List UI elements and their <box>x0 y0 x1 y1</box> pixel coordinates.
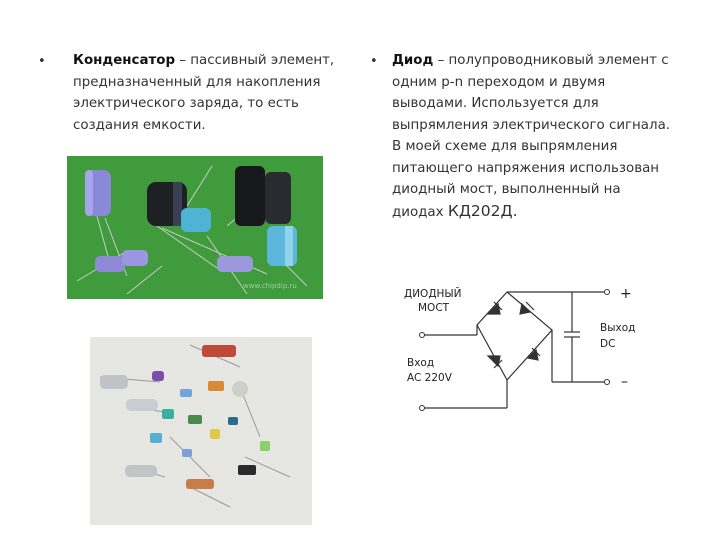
schematic-input-2: AC 220V <box>407 372 452 384</box>
diode-part-number: КД202Д <box>447 201 513 220</box>
capacitor-definition <box>73 50 363 136</box>
capacitor-term: Конденсатор <box>73 53 176 68</box>
photo-watermark: www.chipdip.ru <box>243 282 297 290</box>
schematic-output-2: DC <box>600 338 616 350</box>
diode-definition <box>392 50 676 223</box>
right-bullet: • <box>370 54 378 69</box>
schematic-title-2: МОСТ <box>418 302 450 314</box>
assorted-capacitors-photo <box>90 337 312 525</box>
schematic-output-1: Выход <box>600 322 636 334</box>
diode-bridge-schematic <box>402 280 652 420</box>
diode-text-end: . <box>512 201 518 220</box>
diode-text: – полупроводниковый элемент с одним p-n переходом и двумя выводами. Используется для выпрямления электрического сигнала. В моей схеме для выпрямления питающего напряжения использован диодный мост, выполненный на диодах <box>392 53 671 220</box>
capacitor-text: – пассивный элемент, предназначенный для накопления электрического заряда, то есть создания емкости. <box>73 53 335 133</box>
diode-term: Диод <box>392 53 434 68</box>
output-minus-label: – <box>621 374 628 390</box>
output-plus-label: + <box>620 286 632 302</box>
electrolytic-capacitors-photo <box>67 156 323 299</box>
schematic-title-1: ДИОДНЫЙ <box>404 288 462 300</box>
schematic-input-1: Вход <box>407 357 435 369</box>
left-bullet: • <box>38 54 46 69</box>
